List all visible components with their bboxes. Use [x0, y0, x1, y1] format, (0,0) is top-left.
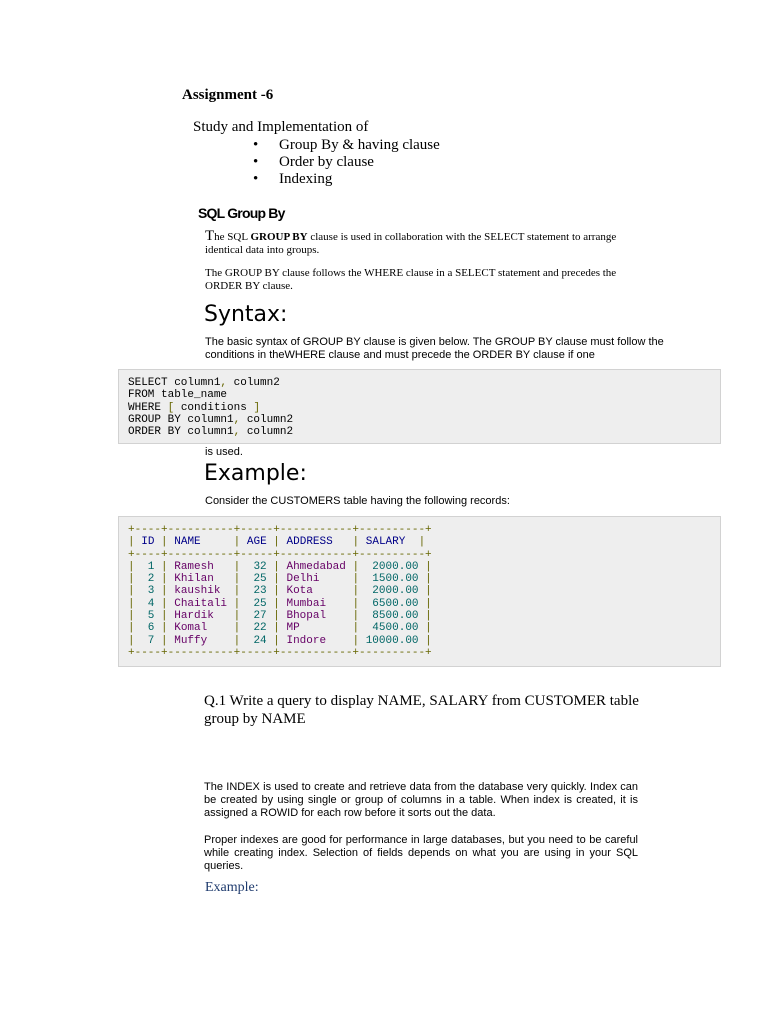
- table-cell: Muffy: [167, 634, 234, 647]
- table-cell: 22: [240, 622, 274, 635]
- syntax-description: The basic syntax of GROUP BY clause is given below. The GROUP BY clause must follow the conditions in theWHERE clause and must precede the ORDER BY clause if one: [205, 336, 664, 361]
- table-cell: Bhopal: [279, 610, 353, 623]
- bullet-icon: •: [253, 171, 259, 187]
- table-cell: 32: [240, 560, 274, 573]
- table-cell: Hardik: [167, 610, 234, 623]
- syntax-heading: Syntax:: [204, 302, 288, 327]
- table-cell: Komal: [167, 622, 234, 635]
- table-header-cell: AGE: [246, 536, 274, 549]
- topic-list: [250, 137, 440, 188]
- table-cell: 25: [240, 597, 274, 610]
- table-header-cell: NAME: [174, 536, 234, 549]
- keyword-text: GROUP BY: [250, 231, 308, 243]
- table-cell: 6: [134, 622, 162, 635]
- index-paragraph-2: Proper indexes are good for performance in large databases, but you need to be careful while creating index. Selection of fields depends on what you are using in your SQL queries.: [204, 834, 638, 872]
- example-heading: Example:: [204, 461, 307, 486]
- index-example-heading: Example:: [205, 880, 259, 895]
- table-cell: 2000.00: [359, 560, 419, 573]
- table-cell: 27: [240, 610, 274, 623]
- table-cell: 1: [134, 560, 162, 573]
- groupby-paragraph: [205, 230, 655, 257]
- study-line: Study and Implementation of: [193, 119, 369, 135]
- list-item: [250, 154, 440, 171]
- table-cell: 4500.00: [359, 622, 419, 635]
- table-header-cell: SALARY: [365, 536, 419, 549]
- table-cell: Delhi: [279, 573, 353, 586]
- table-header-cell: ID: [141, 536, 162, 549]
- table-cell: 4: [134, 597, 162, 610]
- table-cell: 24: [240, 634, 274, 647]
- table-cell: Khilan: [167, 573, 234, 586]
- table-cell: 7: [134, 634, 162, 647]
- assignment-title: Assignment -6: [182, 87, 274, 103]
- table-cell: Ramesh: [167, 560, 234, 573]
- table-cell: MP: [279, 622, 353, 635]
- table-cell: kaushik: [167, 585, 234, 598]
- table-cell: Indore: [279, 634, 353, 647]
- table-cell: 2000.00: [359, 585, 419, 598]
- table-cell: 5: [134, 610, 162, 623]
- table-cell: Ahmedabad: [279, 560, 353, 573]
- table-border: +----+----------+-----+-----------+----------+: [128, 646, 432, 659]
- syntax-code-block: SELECT column1, column2 FROM table_name WHERE [ conditions ] GROUP BY column1, column2 ORDER BY column1, column2: [118, 369, 721, 444]
- topic-label: Group By & having clause: [279, 137, 440, 153]
- table-cell: Kota: [279, 585, 353, 598]
- bullet-icon: •: [253, 137, 259, 153]
- table-border: +----+----------+-----+-----------+----------+: [128, 548, 432, 561]
- table-cell: 1500.00: [359, 573, 419, 586]
- table-cell: Mumbai: [279, 597, 353, 610]
- index-paragraph: The INDEX is used to create and retrieve data from the database very quickly. Index can be created by using single or group of columns in a table. When index is created, it is assigned a ROWID for each row before it sorts out the data.: [204, 781, 638, 819]
- topic-label: Order by clause: [279, 154, 374, 170]
- customers-table: +----+----------+-----+-----------+----------+ | ID | NAME | AGE | ADDRESS | SALARY | +----+----------+-----+-----------+----------+ | 1 | Ramesh | 32 | Ahmedabad | 2000.00 | | 2 | Khilan | 25 | Delhi | 1500.00 | | 3 | kaushik | 23 | Kota | 2000.00 | | 4 | Chaitali | 25 | Mumbai | 6500.00 | | 5 | Hardik | 27 | Bhopal | 8500.00 | | 6 | Komal | 22 | MP | 4500.00 | | 7 | Muffy | 24 | Indore | 10000.00 | +----+----------+-----+-----------+----------+: [118, 516, 721, 667]
- table-header-cell: ADDRESS: [286, 536, 353, 549]
- question-text: Q.1 Write a query to display NAME, SALARY from CUSTOMER table group by NAME: [204, 693, 639, 727]
- table-cell: 25: [240, 573, 274, 586]
- paragraph-text: clause is used in collaboration with the SELECT statement to arrange identical data into groups.: [205, 231, 617, 256]
- table-cell: 2: [134, 573, 162, 586]
- example-description: Consider the CUSTOMERS table having the following records:: [205, 495, 510, 507]
- table-cell: 10000.00: [359, 634, 419, 647]
- list-item: [250, 171, 440, 188]
- table-cell: 3: [134, 585, 162, 598]
- table-cell: 8500.00: [359, 610, 419, 623]
- table-cell: Chaitali: [167, 597, 234, 610]
- topic-label: Indexing: [279, 171, 333, 187]
- paragraph-text: he SQL: [214, 231, 251, 243]
- section-heading: SQL Group By: [198, 205, 285, 221]
- table-border: +----+----------+-----+-----------+----------+: [128, 524, 432, 536]
- list-item: [250, 137, 440, 154]
- table-cell: 6500.00: [359, 597, 419, 610]
- bullet-icon: •: [253, 154, 259, 170]
- groupby-paragraph-2: The GROUP BY clause follows the WHERE clause in a SELECT statement and precedes the ORDER BY clause.: [205, 267, 617, 292]
- syntax-tail-text: is used.: [205, 446, 243, 458]
- table-cell: 23: [240, 585, 274, 598]
- dropcap-letter: T: [205, 228, 215, 244]
